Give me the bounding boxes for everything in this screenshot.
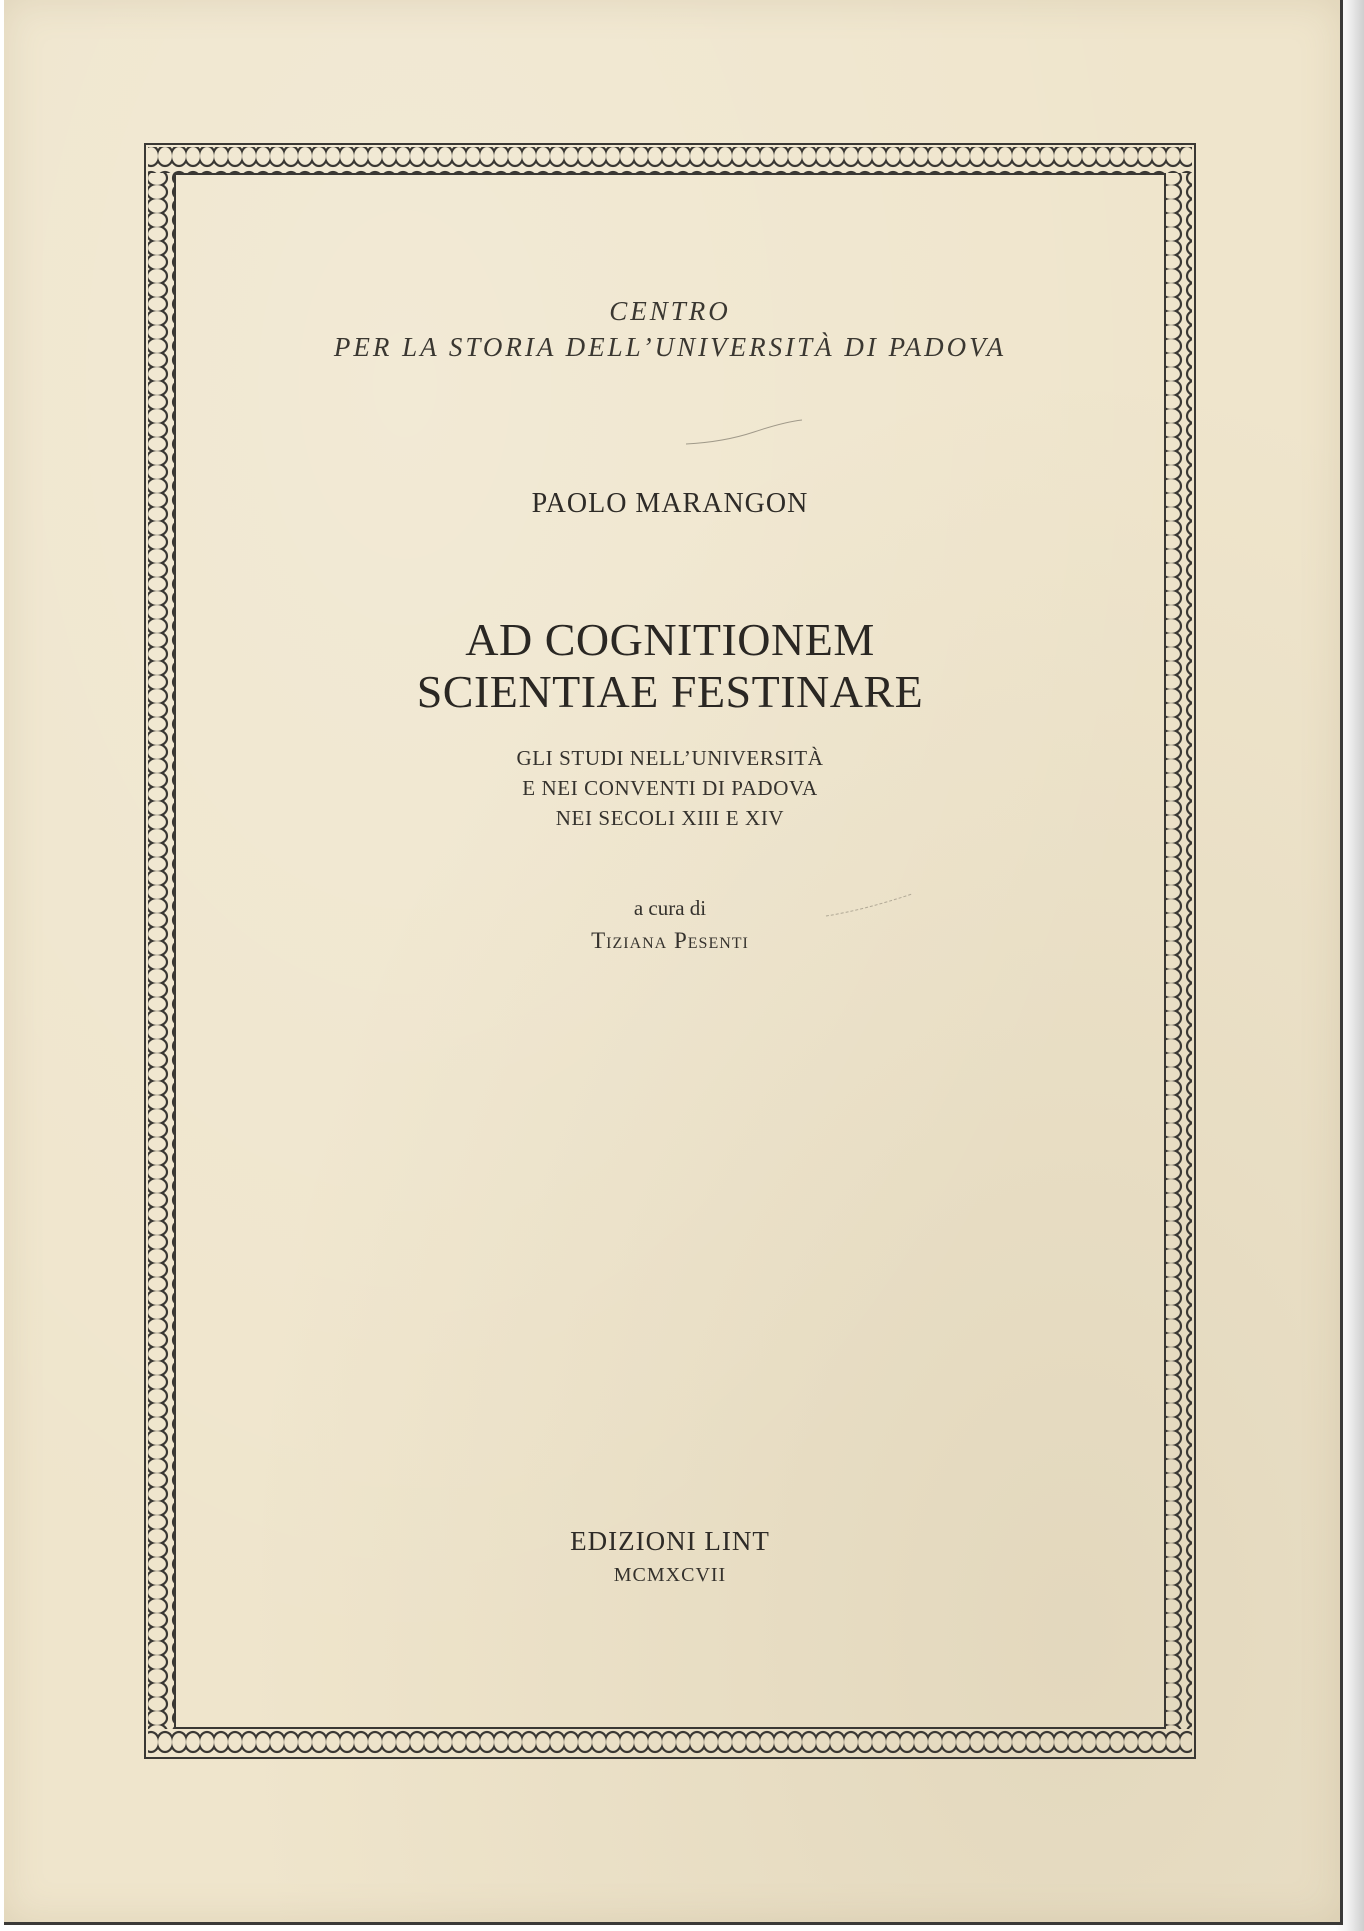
editor-name: Tiziana Pesenti [591,928,749,953]
title-page-content [194,190,1146,1710]
subtitle-line-2: E NEI CONVENTI DI PADOVA [522,776,818,800]
title-line-1: AD COGNITIONEM [465,614,875,665]
editor-label: a cura di [633,896,707,920]
publication-year: MCMXCVII [613,1564,727,1586]
author-name: PAOLO MARANGON [531,488,809,519]
title-line-2: SCIENTIAE FESTINARE [416,666,924,717]
book-cover [4,0,1343,1925]
subtitle-line-3: NEI SECOLI XIII E XIV [555,806,785,830]
institution-line-1: CENTRO [609,296,731,326]
institution-line-2: PER LA STORIA DELL’UNIVERSITÀ DI PADOVA [333,332,1007,362]
publisher-name: EDIZIONI LINT [570,1526,770,1556]
subtitle-line-1: GLI STUDI NELL’UNIVERSITÀ [516,746,824,770]
